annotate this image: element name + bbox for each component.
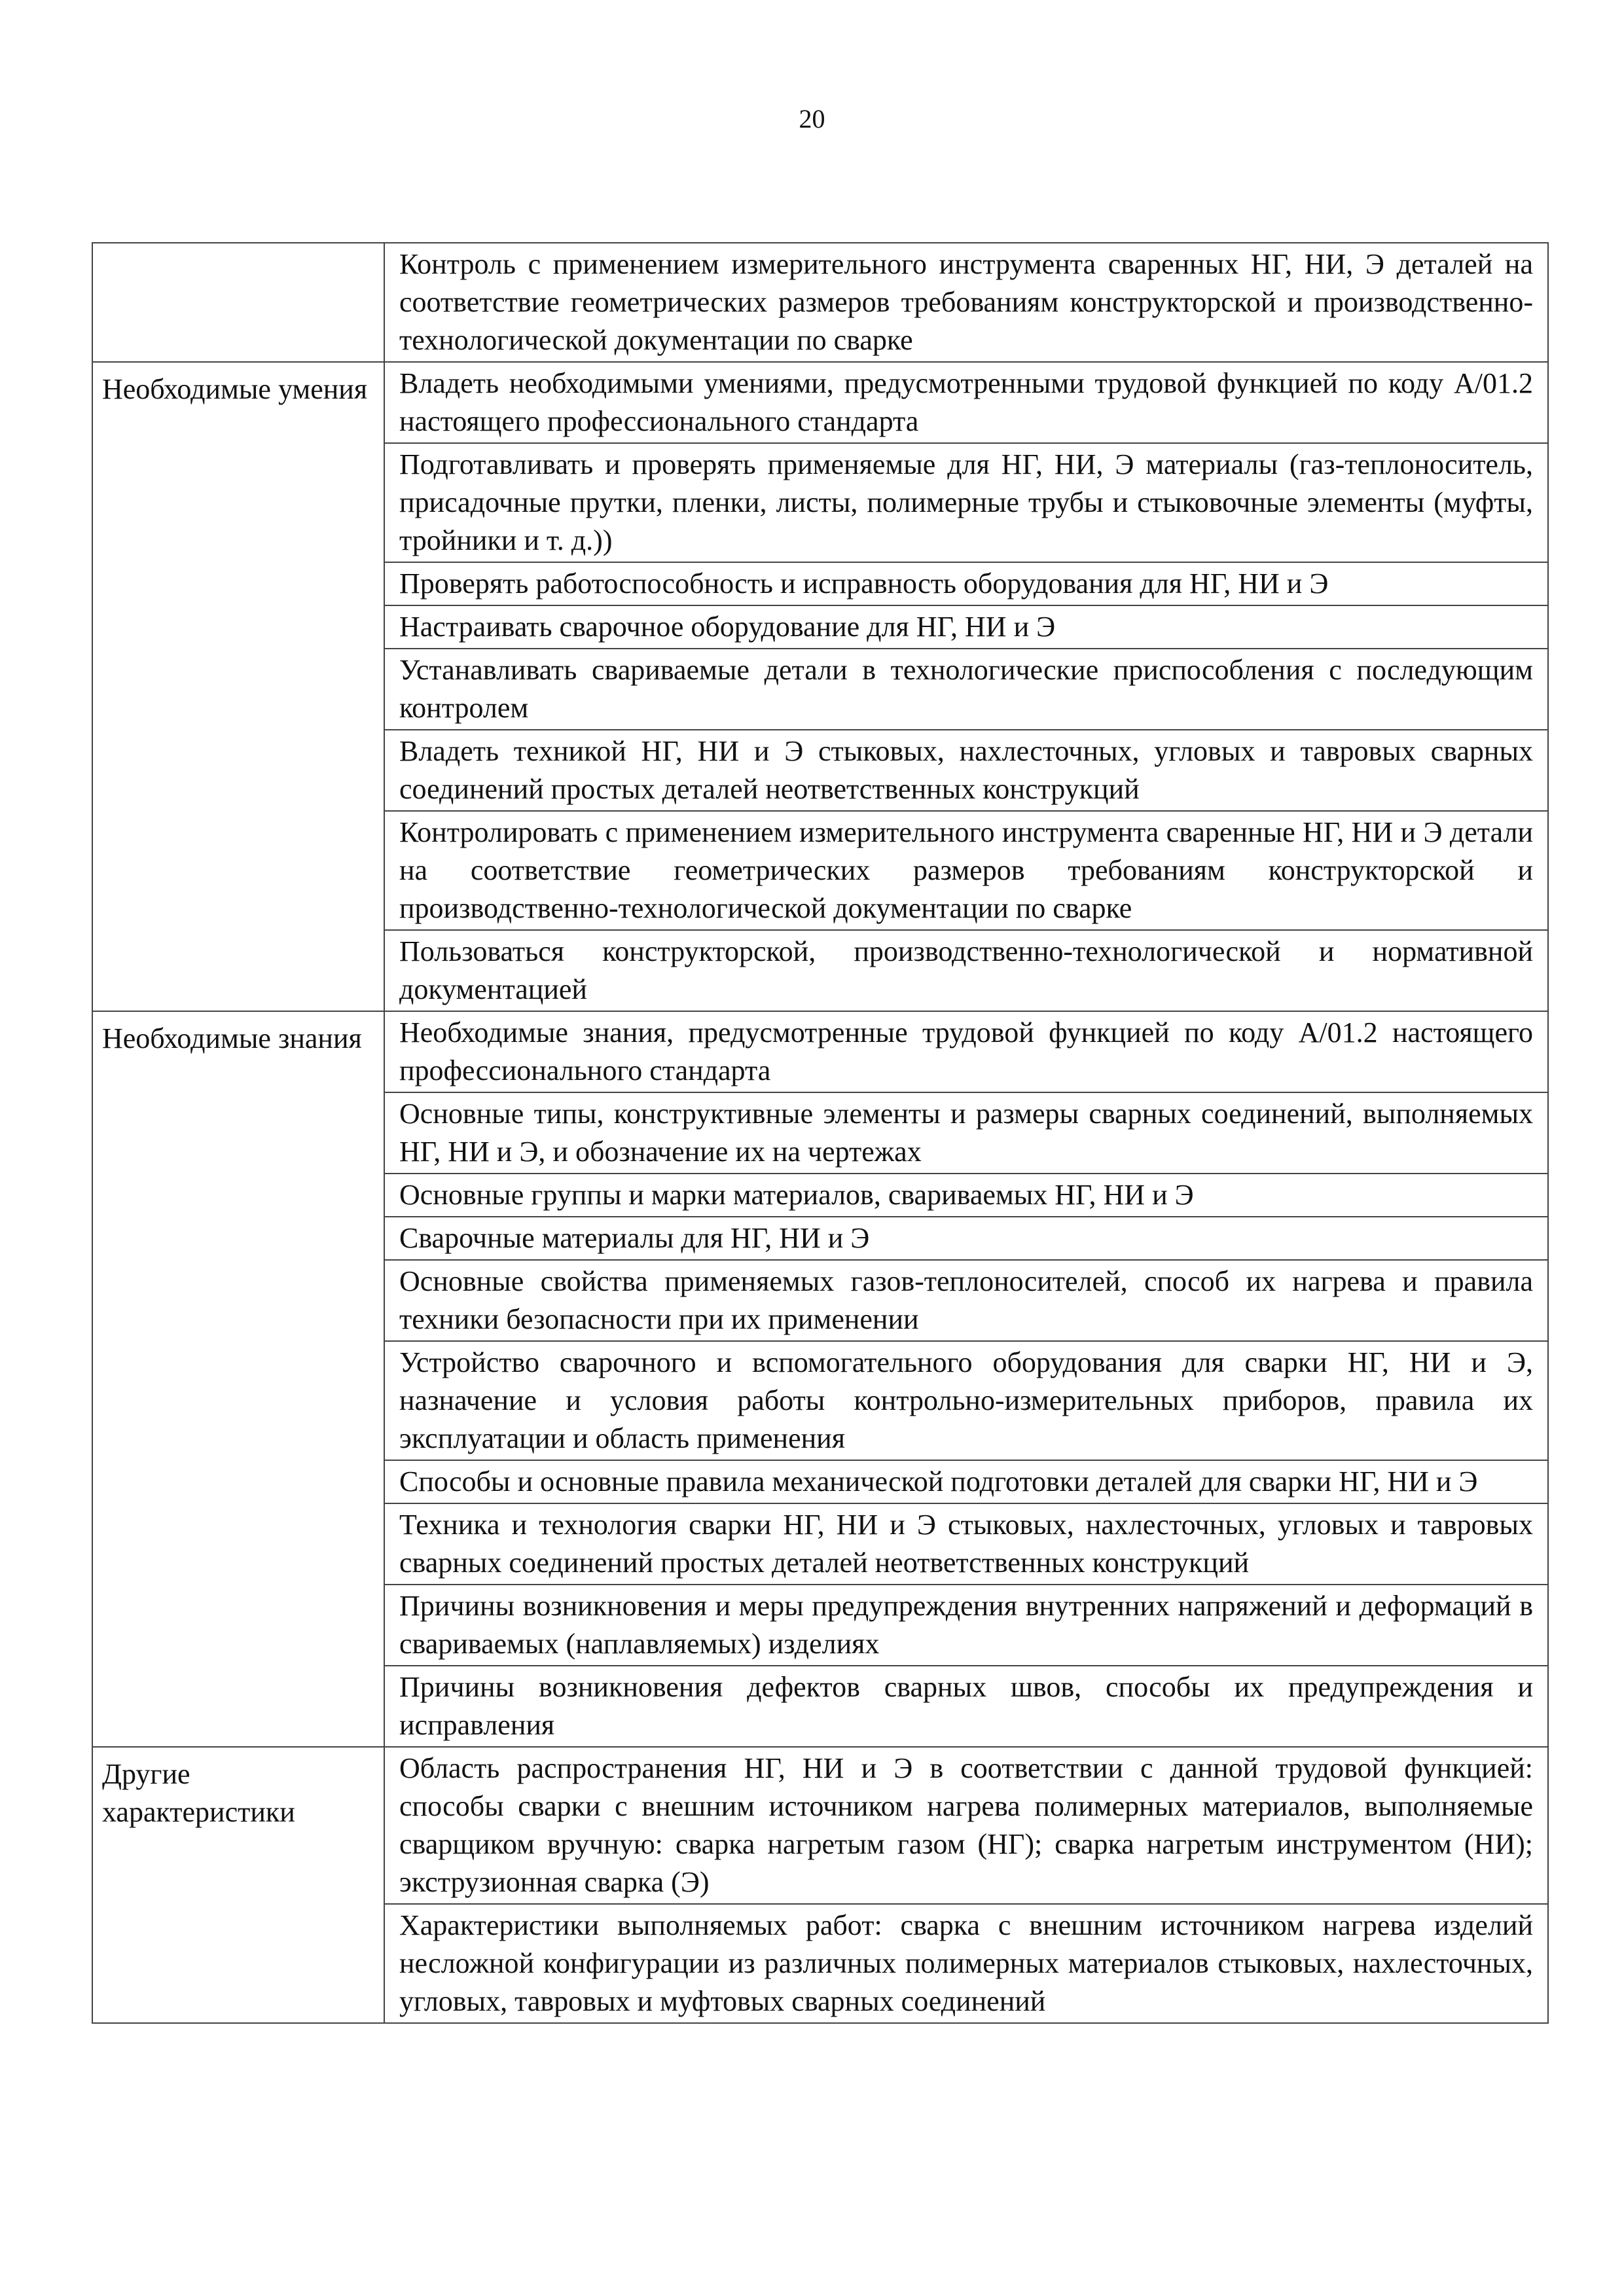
requirement-text-cell: Владеть необходимыми умениями, предусмотренными трудовой функцией по коду А/01.2 настоящего профессионального стандарта xyxy=(384,362,1548,443)
requirement-text-cell: Основные типы, конструктивные элементы и размеры сварных соединений, выполняемых НГ, НИ и Э, и обозначение их на чертежах xyxy=(384,1092,1548,1174)
requirement-text-cell: Основные свойства применяемых газов-теплоносителей, способ их нагрева и правила техники безопасности при их применении xyxy=(384,1260,1548,1341)
requirement-text-cell: Область распространения НГ, НИ и Э в соответствии с данной трудовой функцией: способы сварки с внешним источником нагрева полимерных материалов, выполняемые сварщиком вручную: сварка нагретым газом (НГ); сварка нагретым инструментом (НИ); экструзионная сварка (Э) xyxy=(384,1747,1548,1904)
requirement-text-cell: Устройство сварочного и вспомогательного оборудования для сварки НГ, НИ и Э, назначение и условия работы контрольно-измерительных приборов, правила их эксплуатации и область применения xyxy=(384,1341,1548,1460)
table-row xyxy=(92,243,1548,362)
requirement-text-cell: Владеть техникой НГ, НИ и Э стыковых, нахлесточных, угловых и тавровых сварных соединений простых деталей неответственных конструкций xyxy=(384,730,1548,811)
requirement-text-cell: Пользоваться конструкторской, производственно-технологической и нормативной документацией xyxy=(384,930,1548,1011)
requirement-text-cell: Настраивать сварочное оборудование для НГ, НИ и Э xyxy=(384,605,1548,649)
requirement-text-cell: Способы и основные правила механической подготовки деталей для сварки НГ, НИ и Э xyxy=(384,1460,1548,1503)
row-group-label: Необходимые знания xyxy=(92,1011,384,1747)
row-group-label: Необходимые умения xyxy=(92,362,384,1011)
table-row xyxy=(92,1747,1548,1904)
requirement-text-cell: Устанавливать свариваемые детали в технологические приспособления с последующим контролем xyxy=(384,649,1548,730)
requirement-text-cell: Контролировать с применением измерительного инструмента сваренные НГ, НИ и Э детали на соответствие геометрических размеров требованиям конструкторской и производственно-технологической документации по сварке xyxy=(384,811,1548,930)
page-number: 20 xyxy=(799,104,825,134)
table-row xyxy=(92,1011,1548,1092)
requirement-text-cell: Сварочные материалы для НГ, НИ и Э xyxy=(384,1217,1548,1260)
requirement-text-cell: Причины возникновения и меры предупреждения внутренних напряжений и деформаций в свариваемых (наплавляемых) изделиях xyxy=(384,1585,1548,1666)
requirement-text-cell: Необходимые знания, предусмотренные трудовой функцией по коду А/01.2 настоящего профессионального стандарта xyxy=(384,1011,1548,1092)
specification-table xyxy=(92,242,1549,2024)
specification-table-body xyxy=(92,243,1548,2023)
row-group-label: Другие характеристики xyxy=(92,1747,384,2023)
requirement-text-cell: Причины возникновения дефектов сварных швов, способы их предупреждения и исправления xyxy=(384,1666,1548,1747)
requirement-text-cell: Техника и технология сварки НГ, НИ и Э стыковых, нахлесточных, угловых и тавровых сварных соединений простых деталей неответственных конструкций xyxy=(384,1503,1548,1585)
requirement-text-cell: Подготавливать и проверять применяемые для НГ, НИ, Э материалы (газ-теплоноситель, присадочные прутки, пленки, листы, полимерные трубы и стыковочные элементы (муфты, тройники и т. д.)) xyxy=(384,443,1548,562)
requirement-text-cell: Проверять работоспособность и исправность оборудования для НГ, НИ и Э xyxy=(384,562,1548,605)
requirement-text-cell: Основные группы и марки материалов, свариваемых НГ, НИ и Э xyxy=(384,1174,1548,1217)
requirement-text-cell: Характеристики выполняемых работ: сварка с внешним источником нагрева изделий несложной конфигурации из различных полимерных материалов стыковых, нахлесточных, угловых, тавровых и муфтовых сварных соединений xyxy=(384,1904,1548,2023)
row-group-label xyxy=(92,243,384,362)
requirement-text-cell: Контроль с применением измерительного инструмента сваренных НГ, НИ, Э деталей на соответствие геометрических размеров требованиям конструкторской и производственно-технологической документации по сварке xyxy=(384,243,1548,362)
table-row xyxy=(92,362,1548,443)
